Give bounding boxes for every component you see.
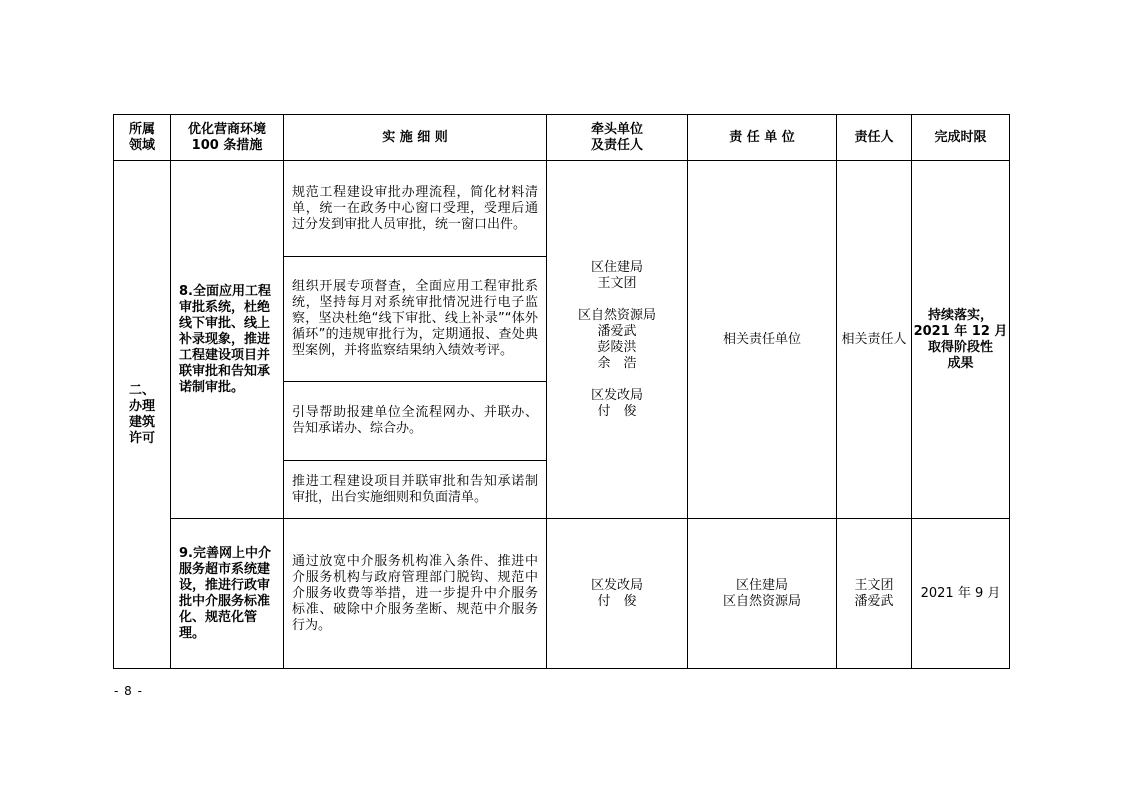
- measure-8-detail-4: 推进工程建设项目并联审批和告知承诺制审批，出台实施细则和负面清单。: [284, 461, 547, 519]
- header-detail: 实 施 细 则: [284, 115, 547, 161]
- measure-8-person: 相关责任人: [837, 161, 912, 519]
- measure-9-title: 9.完善网上中介服务超市系统建设，推进行政审批中介服务标准化、规范化管理。: [171, 519, 284, 669]
- measure-9-person: 王文团 潘爱武: [837, 519, 912, 669]
- measure-9-detail: 通过放宽中介服务机构准入条件、推进中介服务机构与政府管理部门脱钩、规范中介服务收费等举措，进一步提升中介服务标准、破除中介服务垄断、规范中介服务行为。: [284, 519, 547, 669]
- measures-table: [113, 114, 1010, 669]
- measure-9-lead: 区发改局 付 俊: [547, 519, 688, 669]
- measure-8-detail-1: 规范工程建设审批办理流程，简化材料清单，统一在政务中心窗口受理，受理后通过分发到审批人员审批，统一窗口出件。: [284, 161, 547, 257]
- header-measure: 优化营商环境 100 条措施: [171, 115, 284, 161]
- measure-8-lead: 区住建局 王文团 区自然资源局 潘爱武 彭陵洪 余 浩 区发改局 付 俊: [547, 161, 688, 519]
- header-unit: 责 任 单 位: [688, 115, 837, 161]
- measure-8-detail-2: 组织开展专项督查，全面应用工程审批系统，坚持每月对系统审批情况进行电子监察，坚决杜绝“线下审批、线上补录”“体外循环”的违规审批行为，定期通报、查处典型案例，并将监察结果纳入绩效考评。: [284, 257, 547, 382]
- header-lead: 牵头单位 及责任人: [547, 115, 688, 161]
- field-cell: 二、 办理 建筑 许可: [114, 161, 171, 669]
- measure-8-detail-3: 引导帮助报建单位全流程网办、并联办、告知承诺办、综合办。: [284, 382, 547, 461]
- header-row: [114, 115, 1010, 161]
- header-field: 所属 领域: [114, 115, 171, 161]
- measure-9-unit: 区住建局 区自然资源局: [688, 519, 837, 669]
- page-number: - 8 -: [114, 684, 143, 698]
- measure-8-title: 8.全面应用工程审批系统，杜绝线下审批、线上补录现象，推进工程建设项目并联审批和告知承诺制审批。: [171, 161, 284, 519]
- measure-8-deadline: 持续落实， 2021 年 12 月 取得阶段性 成果: [912, 161, 1010, 519]
- measure-8-unit: 相关责任单位: [688, 161, 837, 519]
- header-deadline: 完成时限: [912, 115, 1010, 161]
- table-row: [114, 519, 1010, 669]
- measure-9-deadline: 2021 年 9 月: [912, 519, 1010, 669]
- table-row: [114, 161, 1010, 257]
- header-person: 责任人: [837, 115, 912, 161]
